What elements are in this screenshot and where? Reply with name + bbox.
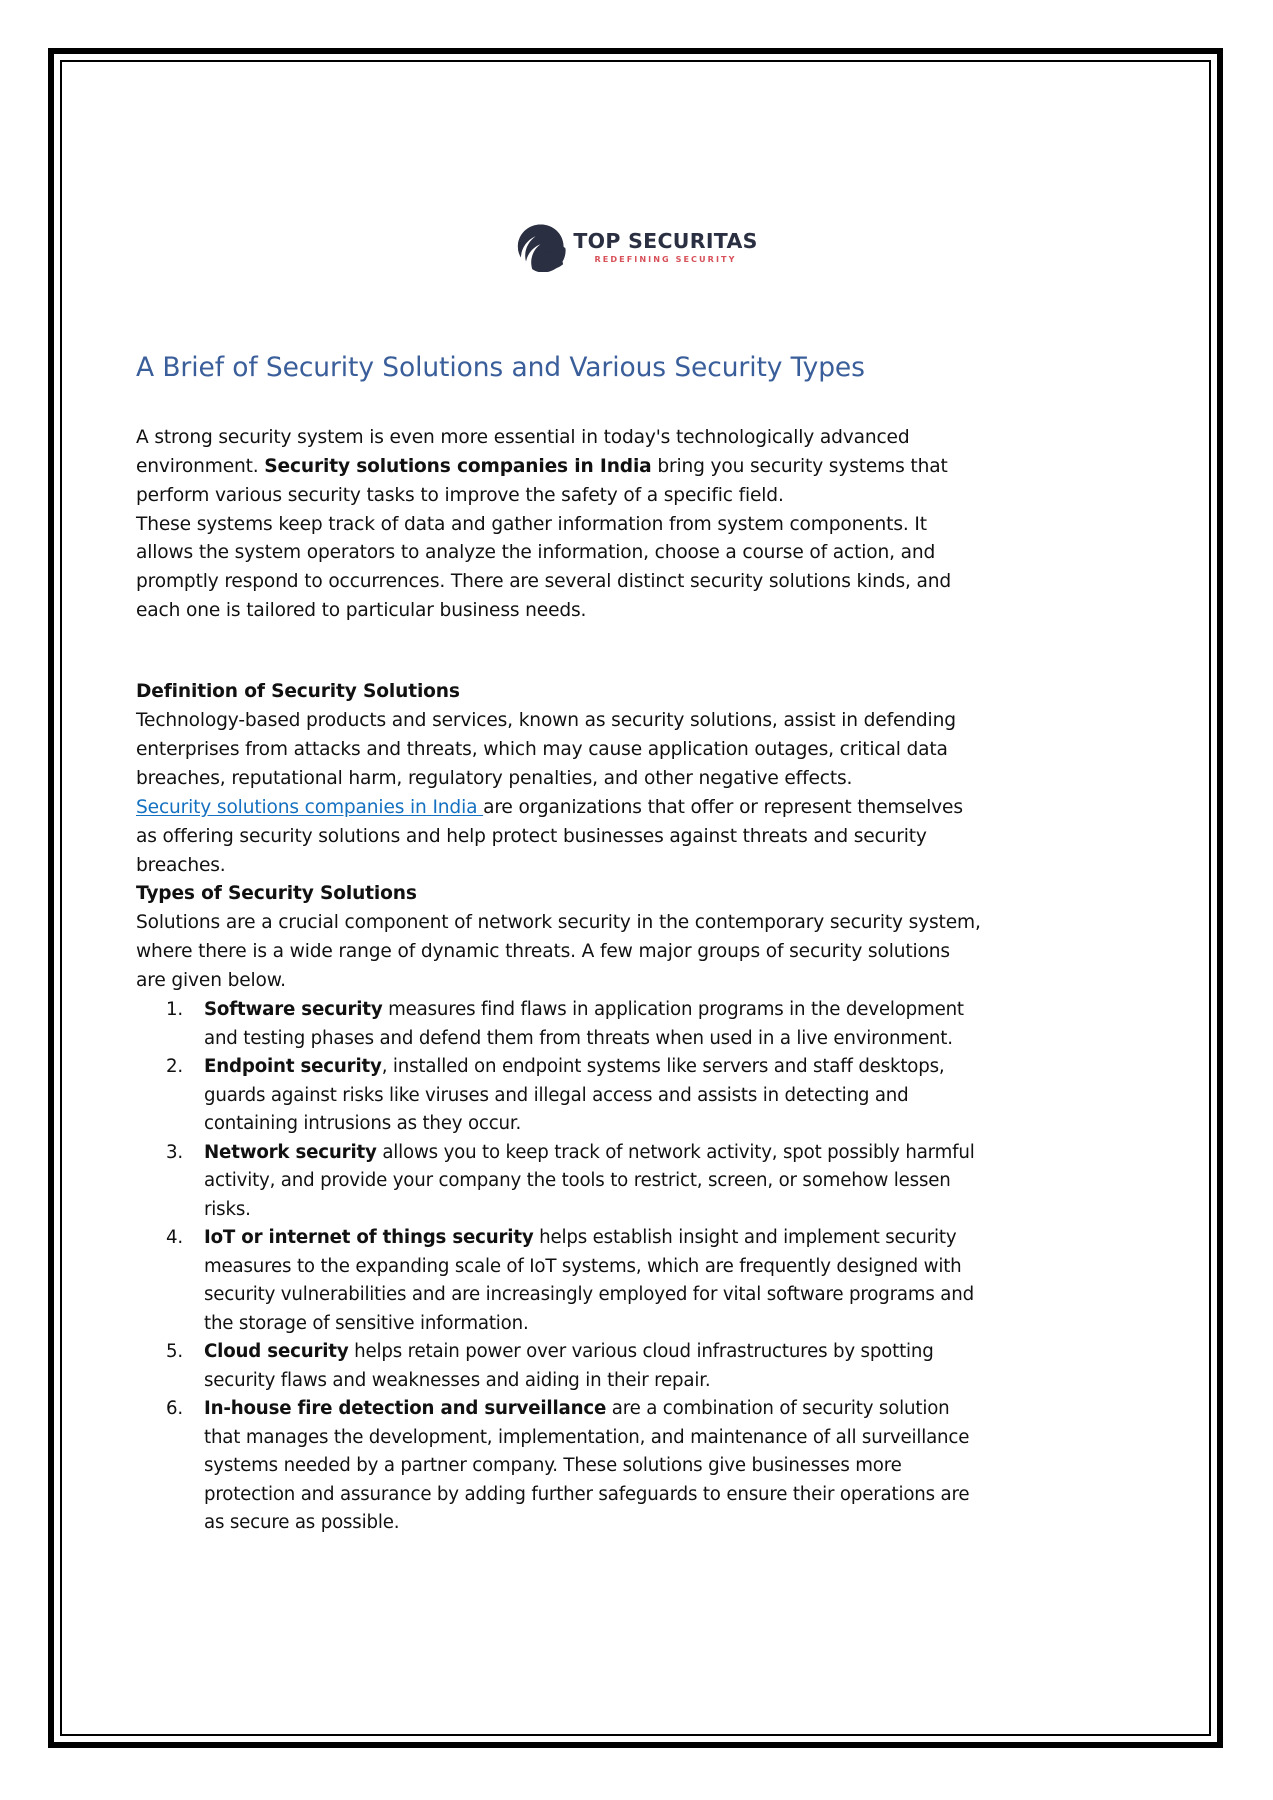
list-item-term: Endpoint security	[204, 1056, 382, 1078]
list-item-text: helps establish insight and implement security measures to the expanding scale of IoT systems, which are frequently designed with security vulnerabilities and are increasingly employed for vital software programs and the storage of sensitive information.	[204, 1227, 974, 1334]
intro-paragraph-2: These systems keep track of data and gather information from system components. It allows the system operators to analyze the information, choose a course of action, and promptly respond to occurrences. There are several distinct security solutions kinds, and each one is tailored to particular business needs.	[136, 513, 952, 622]
list-item	[136, 996, 984, 1053]
definition-heading: Definition of Security Solutions	[136, 681, 460, 703]
page-title: A Brief of Security Solutions and Various Security Types	[136, 352, 865, 383]
types-intro-paragraph: Solutions are a crucial component of network security in the contemporary security system, where there is a wide range of dynamic threats. A few major groups of security solutions are given below.	[136, 912, 981, 992]
list-item	[136, 1053, 984, 1139]
list-item-term: Cloud security	[204, 1341, 349, 1363]
list-item	[136, 1139, 984, 1225]
types-heading: Types of Security Solutions	[136, 883, 417, 905]
intro-p1-part-a: A strong security system is even more essential in today's technologically advanced environment.	[136, 426, 910, 477]
list-item-text: measures find flaws in application programs in the development and testing phases and defend them from threats when used in a live environment.	[204, 999, 964, 1049]
logo-lockup	[515, 222, 757, 272]
definition-body-paragraph: Technology-based products and services, known as security solutions, assist in defending enterprises from attacks and threats, which may cause application outages, critical data breaches, reputational harm, regulatory penalties, and other negative effects.	[136, 710, 956, 789]
logo-company-name: TOP SECURITAS	[573, 228, 758, 253]
intro-paragraph-1	[136, 424, 984, 511]
intro-p1-part-b: bring you security systems that perform various security tasks to improve the safety of a specific field.	[136, 455, 948, 506]
list-item-term: In-house fire detection and surveillance	[204, 1398, 607, 1420]
definition-after-link-text: are organizations that offer or represent themselves as offering security solutions and help protect businesses against threats and security breaches.	[136, 796, 963, 876]
intro-p1-bold-phrase: Security solutions companies in India	[264, 455, 652, 477]
logo-tagline: REDEFINING SECURITY	[594, 254, 737, 265]
document-body	[136, 352, 984, 1538]
list-item-text: , installed on endpoint systems like servers and staff desktops, guards against risks like viruses and illegal access and assists in detecting and containing intrusions as they occur.	[204, 1056, 945, 1135]
list-item-text: are a combination of security solution that manages the development, implementation, and maintenance of all surveillance systems needed by a partner company. These solutions give businesses more protection and assurance by adding further safeguards to ensure their operations are as secure as possible.	[204, 1398, 970, 1534]
list-item	[136, 1224, 984, 1338]
falcon-mark-icon	[515, 222, 567, 272]
security-solutions-companies-link[interactable]: Security solutions companies in India	[136, 796, 484, 818]
security-solutions-list	[136, 996, 984, 1538]
definition-link-paragraph	[136, 794, 984, 881]
company-logo	[0, 222, 1273, 272]
list-item-term: Network security	[204, 1141, 377, 1163]
list-item-text: helps retain power over various cloud infrastructures by spotting security flaws and weaknesses and aiding in their repair.	[204, 1341, 934, 1391]
logo-wordmark	[573, 228, 758, 265]
list-item	[136, 1395, 984, 1538]
section-spacer	[136, 626, 984, 678]
list-item-text: allows you to keep track of network activity, spot possibly harmful activity, and provide your company the tools to restrict, screen, or somehow lessen risks.	[204, 1141, 975, 1220]
list-item	[136, 1338, 984, 1395]
list-item-term: IoT or internet of things security	[204, 1227, 534, 1249]
list-item-term: Software security	[204, 999, 383, 1021]
